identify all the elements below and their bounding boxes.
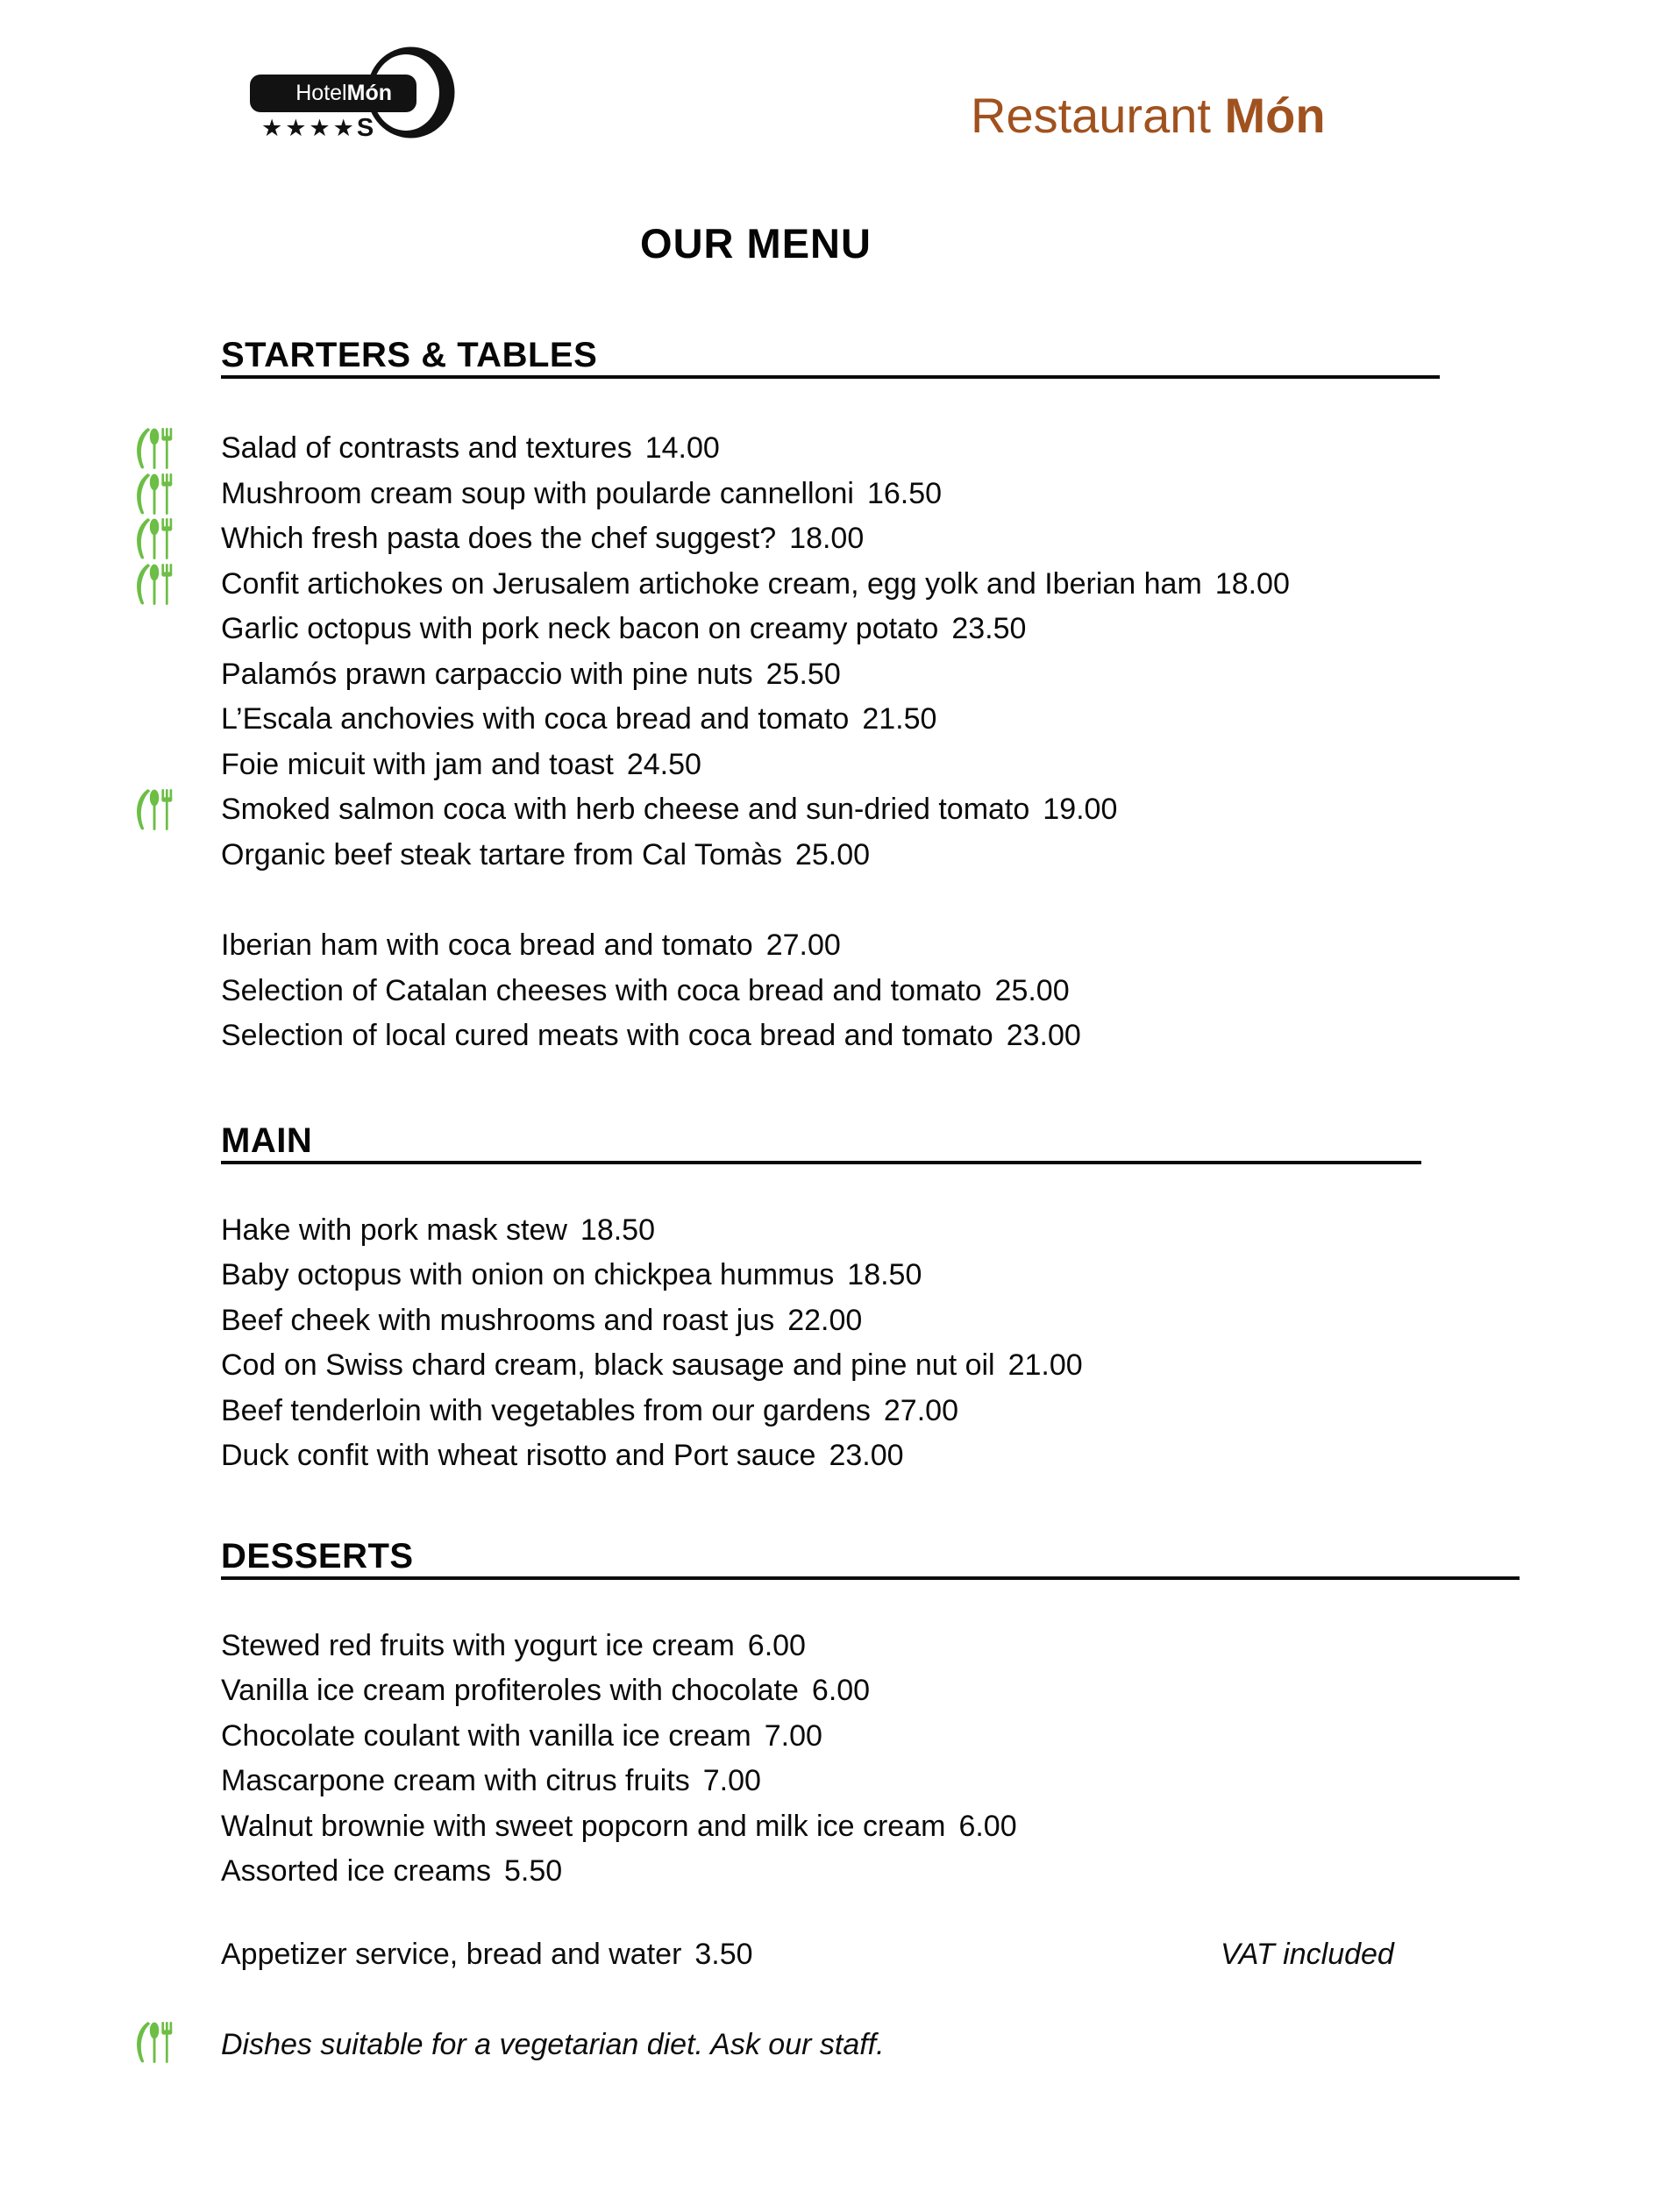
menu-item [221, 652, 1554, 698]
appetizer-line [221, 1932, 1554, 1978]
menu-item-group [221, 1208, 1554, 1479]
menu-item-name: Mascarpone cream with citrus fruits [221, 1764, 690, 1797]
menu-item [221, 1714, 1554, 1760]
menu-item-name: Iberian ham with coca bread and tomato [221, 928, 753, 962]
menu-item-price: 19.00 [1043, 793, 1118, 826]
vegetarian-note [221, 2023, 1554, 2068]
menu-item [221, 969, 1554, 1014]
menu-item [221, 472, 1554, 517]
menu-item-price: 27.00 [765, 928, 841, 962]
menu-item-group [221, 426, 1554, 878]
menu-item-name: Assorted ice creams [221, 1854, 491, 1888]
section-heading-starters: STARTERS & TABLES [221, 335, 1440, 379]
section-heading-main: MAIN [221, 1120, 1421, 1164]
menu-item-name: Smoked salmon coca with herb cheese and sun-dried tomato [221, 793, 1030, 826]
menu-item-name: Confit artichokes on Jerusalem artichoke cream, egg yolk and Iberian ham [221, 566, 1202, 601]
vegetarian-icon [133, 563, 174, 607]
menu-item-price: 22.00 [787, 1303, 863, 1337]
menu-item [221, 1624, 1554, 1669]
menu-item-price: 6.00 [747, 1628, 806, 1662]
menu-item-name: Beef tenderloin with vegetables from our gardens [221, 1393, 871, 1427]
menu-item [221, 1804, 1554, 1850]
menu-item [221, 1759, 1554, 1804]
menu-item-name: Baby octopus with onion on chickpea hummus [221, 1258, 835, 1291]
menu-item-name: Which fresh pasta does the chef suggest? [221, 522, 777, 555]
menu-item [221, 787, 1554, 833]
menu-item-price: 7.00 [764, 1718, 822, 1753]
menu-item [221, 1208, 1554, 1254]
menu-item-name: Cod on Swiss chard cream, black sausage and pine nut oil [221, 1348, 995, 1382]
menu-item-price: 25.50 [765, 657, 841, 691]
vegetarian-icon [133, 788, 174, 832]
menu-item [221, 697, 1554, 743]
menu-item [221, 1343, 1554, 1389]
menu-item-price: 25.00 [794, 837, 871, 871]
star-icons: ★★★★ [261, 115, 357, 141]
menu-sections [221, 335, 1554, 1895]
menu-item-name: Vanilla ice cream profiteroles with chocolate [221, 1674, 799, 1707]
menu-item [221, 1433, 1554, 1479]
menu-item-group [221, 923, 1554, 1059]
vegetarian-icon [133, 473, 174, 516]
menu-item-name: Appetizer service, bread and water [221, 1937, 682, 1971]
menu-item-name: Mushroom cream soup with poularde cannelloni [221, 476, 854, 510]
menu-item-name: L’Escala anchovies with coca bread and tomato [221, 702, 850, 736]
menu-content [221, 335, 1554, 2068]
menu-item [221, 562, 1554, 608]
menu-item [221, 1014, 1554, 1059]
vegetarian-icon [133, 517, 174, 561]
menu-item-name: Palamós prawn carpaccio with pine nuts [221, 657, 753, 691]
page-title: OUR MENU [640, 220, 872, 267]
menu-item-price: 21.00 [1007, 1348, 1083, 1382]
menu-item [221, 1253, 1554, 1298]
menu-item-price: 18.50 [847, 1258, 922, 1291]
menu-item-name: Duck confit with wheat risotto and Port sauce [221, 1439, 816, 1472]
vegetarian-icon [133, 427, 174, 471]
menu-item-price: 5.50 [504, 1854, 563, 1888]
menu-item-group [221, 1624, 1554, 1895]
menu-item-name: Garlic octopus with pork neck bacon on creamy potato [221, 612, 939, 645]
menu-item-name: Selection of local cured meats with coca bread and tomato [221, 1019, 993, 1052]
menu-item [221, 1389, 1554, 1434]
menu-item [221, 426, 1554, 472]
vegetarian-icon [133, 2021, 174, 2065]
menu-item-name: Beef cheek with mushrooms and roast jus [221, 1303, 775, 1337]
logo-name-bar [250, 75, 416, 112]
menu-item-name: Selection of Catalan cheeses with coca bread and tomato [221, 973, 982, 1007]
menu-item-price: 18.00 [789, 522, 865, 555]
menu-item-price: 27.00 [883, 1393, 958, 1427]
menu-section-main [221, 1120, 1554, 1479]
menu-section-desserts [221, 1536, 1554, 1895]
menu-item-price: 25.00 [994, 973, 1070, 1007]
vat-note: VAT included [1221, 1937, 1394, 1971]
menu-item-name: Foie micuit with jam and toast [221, 747, 614, 781]
hotel-stars-rating [261, 116, 374, 141]
menu-item-price: 18.00 [1214, 566, 1290, 601]
menu-item-name: Stewed red fruits with yogurt ice cream [221, 1628, 735, 1662]
menu-item-price: 24.50 [626, 747, 701, 781]
menu-item-name: Chocolate coulant with vanilla ice cream [221, 1718, 751, 1753]
restaurant-title-regular: Restaurant [971, 88, 1211, 143]
menu-item-price: 23.50 [951, 612, 1027, 645]
hotel-mon-logo [250, 46, 460, 146]
menu-item-price: 6.00 [811, 1674, 871, 1707]
vegetarian-note-text: Dishes suitable for a vegetarian diet. Ask our staff. [221, 2028, 885, 2061]
menu-item-price: 7.00 [702, 1764, 761, 1797]
menu-item-name: Hake with pork mask stew [221, 1213, 567, 1247]
section-heading-desserts: DESSERTS [221, 1536, 1520, 1580]
menu-item-price: 23.00 [829, 1439, 904, 1472]
menu-item-price: 6.00 [958, 1809, 1017, 1843]
menu-item-name: Salad of contrasts and textures [221, 431, 632, 465]
menu-item [221, 516, 1554, 562]
menu-item [221, 833, 1554, 879]
menu-item [221, 1849, 1554, 1895]
menu-item-price: 18.50 [580, 1213, 655, 1247]
restaurant-title [971, 88, 1326, 143]
menu-section-starters [221, 335, 1554, 1059]
menu-item-price: 21.50 [862, 702, 937, 736]
restaurant-title-bold: Món [1224, 88, 1326, 143]
menu-item [221, 1298, 1554, 1344]
menu-item [221, 1668, 1554, 1714]
logo-hotel-text: Hotel [295, 81, 347, 105]
menu-item [221, 923, 1554, 969]
menu-item-price: 16.50 [866, 476, 943, 510]
menu-item-price: 14.00 [644, 431, 720, 465]
menu-item-name: Organic beef steak tartare from Cal Tomàs [221, 837, 782, 871]
menu-item-price: 23.00 [1006, 1019, 1081, 1052]
menu-item [221, 607, 1554, 652]
logo-mon-text: Món [346, 81, 392, 105]
menu-item [221, 743, 1554, 788]
hotel-category-letter: S [356, 114, 374, 142]
menu-item-name: Walnut brownie with sweet popcorn and milk ice cream [221, 1809, 946, 1843]
menu-item-price: 3.50 [694, 1937, 753, 1971]
